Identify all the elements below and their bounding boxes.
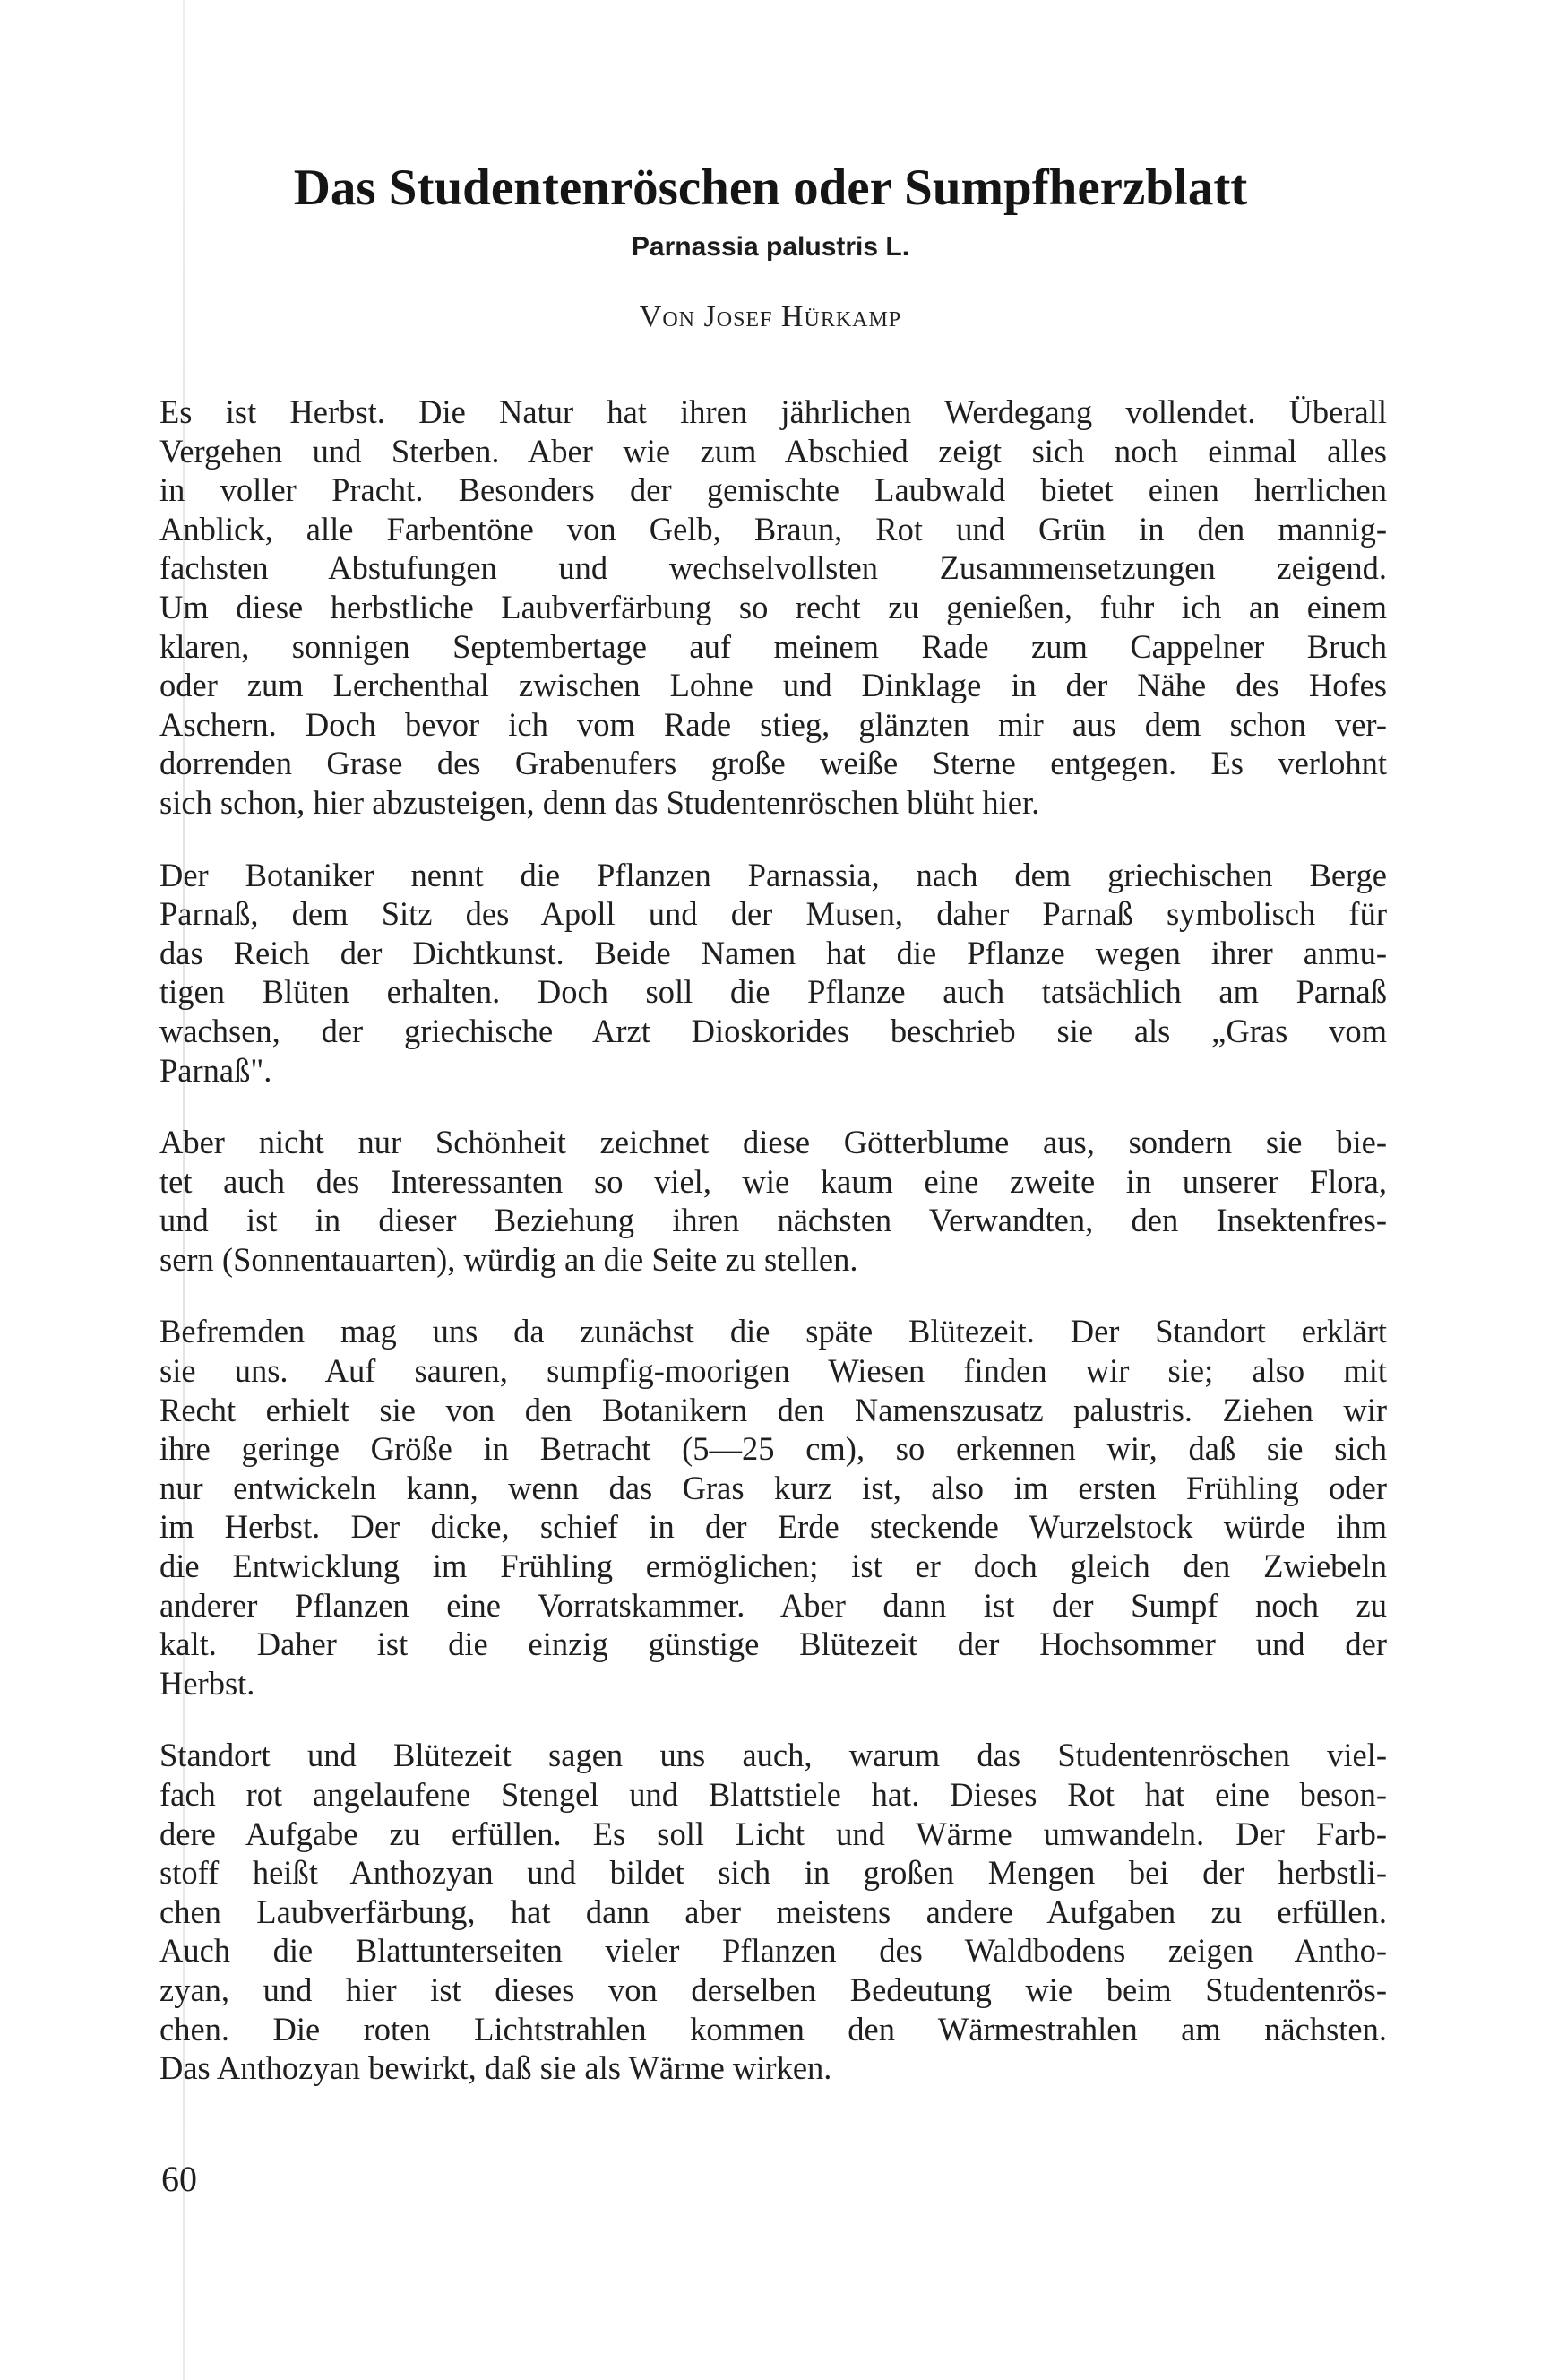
text-line: zyan, und hier ist dieses von derselben Bedeutung wie beim Studentenrös-	[159, 1970, 1387, 2008]
text-line: ihre geringe Größe in Betracht (5—25 cm), so erkennen wir, daß sie sich	[159, 1430, 1387, 1468]
page-number: 60	[161, 2159, 197, 2199]
paragraph	[159, 1312, 1387, 1703]
text-line: sern (Sonnentauarten), würdig an die Seite zu stellen.	[159, 1240, 858, 1278]
text-line: Aschern. Doch bevor ich vom Rade stieg, glänzten mir aus dem schon ver-	[159, 705, 1387, 743]
text-line: Aber nicht nur Schönheit zeichnet diese Götterblume aus, sondern sie bie-	[159, 1124, 1387, 1161]
text-line: Parnaß, dem Sitz des Apoll und der Musen, daher Parnaß symbolisch für	[159, 895, 1387, 933]
paragraph	[159, 392, 1387, 823]
article-title: Das Studentenröschen oder Sumpfherzblatt	[293, 160, 1248, 216]
text-line: chen Laubverfärbung, hat dann aber meistens andere Aufgaben zu erfüllen.	[159, 1893, 1387, 1930]
article-subtitle: Parnassia palustris L.	[631, 232, 910, 262]
text-line: Auch die Blattunterseiten vieler Pflanzen des Waldbodens zeigen Antho-	[159, 1932, 1387, 1970]
text-line: sich schon, hier abzusteigen, denn das Studentenröschen blüht hier.	[159, 783, 1040, 821]
text-line: wachsen, der griechische Arzt Dioskorides beschrieb sie als „Gras vom	[159, 1012, 1387, 1049]
text-line: dere Aufgabe zu erfüllen. Es soll Licht und Wärme umwandeln. Der Farb-	[159, 1815, 1387, 1852]
text-line: fach rot angelaufene Stengel und Blattstiele hat. Dieses Rot hat eine beson-	[159, 1776, 1387, 1813]
text-line: Vergehen und Sterben. Aber wie zum Abschied zeigt sich noch einmal alles	[159, 432, 1387, 470]
article-author: Von Josef Hürkamp	[639, 300, 902, 333]
text-line: im Herbst. Der dicke, schief in der Erde steckende Wurzelstock würde ihm	[159, 1508, 1387, 1546]
text-line: stoff heißt Anthozyan und bildet sich in großen Mengen bei der herbstli-	[159, 1854, 1387, 1892]
text-line: tet auch des Interessanten so viel, wie kaum eine zweite in unserer Flora,	[159, 1162, 1387, 1200]
text-line: Anblick, alle Farbentöne von Gelb, Braun, Rot und Grün in den mannig-	[159, 510, 1387, 548]
text-line: Das Anthozyan bewirkt, daß sie als Wärme wirken.	[159, 2049, 832, 2087]
text-line: fachsten Abstufungen und wechselvollsten Zusammensetzungen zeigend.	[159, 549, 1387, 587]
text-line: Um diese herbstliche Laubverfärbung so recht zu genießen, fuhr ich an einem	[159, 588, 1387, 625]
text-line: dorrenden Grase des Grabenufers große weiße Sterne entgegen. Es verlohnt	[159, 745, 1387, 782]
text-line: anderer Pflanzen eine Vorratskammer. Aber dann ist der Sumpf noch zu	[159, 1586, 1387, 1624]
text-line: tigen Blüten erhalten. Doch soll die Pflanze auch tatsächlich am Parnaß	[159, 973, 1387, 1011]
text-line: Recht erhielt sie von den Botanikern den Namenszusatz palustris. Ziehen wir	[159, 1391, 1387, 1428]
paragraph	[159, 1736, 1387, 2087]
text-line: Befremden mag uns da zunächst die späte Blütezeit. Der Standort erklärt	[159, 1313, 1387, 1350]
article-body	[159, 392, 1387, 2121]
text-line: klaren, sonnigen Septembertage auf meinem Rade zum Cappelner Bruch	[159, 627, 1387, 665]
text-line: sie uns. Auf sauren, sumpfig-moorigen Wiesen finden wir sie; also mit	[159, 1352, 1387, 1390]
text-line: und ist in dieser Beziehung ihren nächsten Verwandten, den Insektenfres-	[159, 1202, 1387, 1239]
text-line: das Reich der Dichtkunst. Beide Namen hat die Pflanze wegen ihrer anmu-	[159, 934, 1387, 971]
text-line: Herbst.	[159, 1664, 255, 1702]
paragraph	[159, 856, 1387, 1091]
paragraph	[159, 1123, 1387, 1279]
text-line: Der Botaniker nennt die Pflanzen Parnassia, nach dem griechischen Berge	[159, 856, 1387, 893]
article-header	[161, 152, 1380, 337]
text-line: oder zum Lerchenthal zwischen Lohne und Dinklage in der Nähe des Hofes	[159, 667, 1387, 704]
text-line: in voller Pracht. Besonders der gemischte Laubwald bietet einen herrlichen	[159, 471, 1387, 509]
text-line: Es ist Herbst. Die Natur hat ihren jährlichen Werdegang vollendet. Überall	[159, 393, 1387, 430]
text-line: chen. Die roten Lichtstrahlen kommen den Wärmestrahlen am nächsten.	[159, 2010, 1387, 2048]
text-line: Standort und Blütezeit sagen uns auch, warum das Studentenröschen viel-	[159, 1737, 1387, 1774]
text-line: Parnaß".	[159, 1051, 272, 1089]
text-line: kalt. Daher ist die einzig günstige Blütezeit der Hochsommer und der	[159, 1625, 1387, 1663]
text-line: nur entwickeln kann, wenn das Gras kurz ist, also im ersten Frühling oder	[159, 1469, 1387, 1506]
text-line: die Entwicklung im Frühling ermöglichen; ist er doch gleich den Zwiebeln	[159, 1548, 1387, 1585]
